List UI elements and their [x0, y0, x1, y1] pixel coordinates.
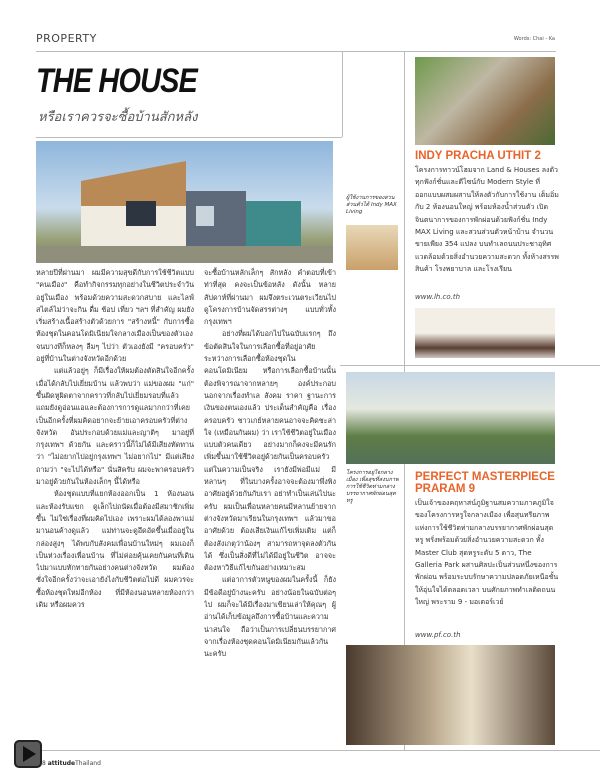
- project-title: PERFECT MASTERPIECE PRARAM 9: [415, 471, 555, 495]
- masterpiece-estate-photo: [346, 372, 555, 464]
- paragraph: แต่อาการตัวหนูของผมในครั้งนี้ ก็ยังมีข้อดีอยู่บ้างนะครับ อย่างน้อยในฉบับต่อๆ ไป ผมก็จะได้มีเรื่องมาเขียนเล่าให้คุณๆ ผู้อ่านได้เก็บข้อมูลถึงการซื้อบ้านและความน่าสนใจ ถือว่าเป็นการเปลี่ยนบรรยากาศจากเรื่องห้องชุดคอนโดมิเนียมกันแล้วกันนะครับ: [204, 575, 336, 659]
- bedroom-photo: [415, 308, 555, 358]
- paragraph: อย่างที่ผมได้บอกไปในฉบับแรกๆ ถึงข้อตัดสินใจในการเลือกซื้อที่อยู่อาศัย ระหว่างการเลือกซื้อห้องชุดในคอนโดมิเนียม หรือการเลือกซื้อบ้านนั้น ต้องพิจารณาจากหลายๆ องค์ประกอบ นอกจากเรื่องทำเล สังคม ราคา ฐานะการเงินของตนเองแล้ว ประเด็นสำคัญคือ เรื่องครอบครัว ชาวเกย์หลายคนอาจจะคิดชะล่าใจ (เหมือนกันผม) ว่า เราใช้ชีวิตอยู่ในเมืองแบบตัวคนเดียว อย่างมากก็คงจะมีคนรักเพิ่มขึ้นมาใช้ชีวิตอยู่ด้วยกันเป็นครอบครัว แต่ในความเป็นจริง เรายังมีพ่อมีแม่ มีหลานๆ ที่ในบางครั้งอาจจะต้องมาพึ่งพิงอาศัยอยู่ด้วยกันกับเรา อย่าทำเป็นเล่นไปนะครับ ผมเป็นเพื่อนหลายคนมีหลานย้ายจากต่างจังหวัดมาเรียนในกรุงเทพฯ แล้วมาขออาศัยด้วย ต้องเสียเงินแก้ไขเพิ่มเติม แต่ก็ต้องสังเกตุว่าน้องๆ สามารถหาจุดลงตัวกันได้ ซึ่งเป็นสิ่งดีที่ไม่ได้มีอยู่ในชีวิต อาจจะต้องหาวิธีแก้ไขกันอย่างเหมาะสม: [204, 329, 336, 573]
- sidebar-caption-1: ผู้ใช้งานการของสวนส่วนตัวได้ Indy MAX Living: [346, 195, 397, 215]
- sidebar-section-divider: [340, 365, 600, 366]
- paragraph: แต่แล้วอยู่ๆ ก็มีเรื่องให้ผมต้องตัดสินใจอีกครั้ง เมื่อได้กลับไปเยี่ยมบ้าน แล้วพบว่า แม่ของผม "แก่" ขึ้นผิดหูผิดตาจากคราวที่กลับไปเยี่ยมรอบที่แล้ว แถมยังดูอ่อนแอและต้องการการดูแลมากกว่าที่เคย เป็นอีกครั้งที่ผมคิดอยากจะย้ายเอาครอบครัวที่ต่างจังหวัด อันประกอบด้วยแม่และญาติๆ มาอยู่ที่กรุงเทพฯ ด้วยกัน และคราวนี้ก็ไม่ได้มีเสียงทัดทานว่า "ไม่อยากไปอยู่กรุงเทพฯ ไม่อยากไป" มีแต่เสียงถามว่า "จะไปได้หรือ" นั่นสิครับ ผมจะพาครอบครัวมาอยู่ด้วยกันในห้องเล็กๆ นี้ได้หรือ: [36, 366, 194, 487]
- sidebar-caption-2: โครงการอยู่ใจกลางเมือง เพื่อสุขที่สงบภาพการใช้ชีวิตท่ามกลางบรรยากาศพักผ่อนสุดหรู: [346, 470, 399, 504]
- footer-divider: [36, 750, 600, 751]
- brand: Thailand: [75, 760, 101, 767]
- paragraph: ห้องชุดแบบที่แยกห้องออกเป็น 1 ห้องนอน และห้องรับแขก ดูเล็กไปถนัดเมื่อต้องมีสมาชิกเพิ่มขึ้น ไม่ใช่เรื่องที่ผมคิดไปเอง เพราะผมได้ลองพาแม่มานอนค้างดูแล้ว แม่ท่านจะดูอึดอัดขึ้นเมื่ออยู่ในกล่องสูงๆ ได้พบกับสังคมเพื่อนบ้านใหม่ๆ ผมเองก็เป็นห่วงเรื่องเพื่อนบ้าน ที่ไม่ค่อยคุ้นเคยกันคนที่เดินไปมาแบบทักทายกันอย่างคนต่างจังหวัด ผมต้องชั่งใจอีกครั้งว่าจะเอายังไงกับชีวิตต่อไปดี ผมควรจะซื้อห้องชุดใหม่อีกห้อง ที่มีห้องนอนหลายห้องกว่าเดิม หรือผมควร: [36, 489, 194, 610]
- section-label: PROPERTY: [36, 32, 97, 45]
- article-title: THE HOUSE: [36, 62, 197, 100]
- page-number: 8: [42, 760, 46, 767]
- project-url[interactable]: www.lh.co.th: [415, 293, 461, 301]
- page-footer: [42, 760, 101, 767]
- brand-bold: attitude: [47, 760, 76, 767]
- column-divider: [342, 51, 343, 137]
- play-icon: [16, 742, 40, 766]
- play-button[interactable]: [14, 740, 42, 768]
- article-column-2: [204, 267, 336, 749]
- title-divider: [36, 137, 342, 138]
- project-description: เป็นเจ้าของคฤหาสน์ภูมิฐานสมความภาคภูมิใจ ของโครงการหรูใจกลางเมือง เพื่อสุนทรียภาพแห่งการใช้ชีวิตท่ามกลางบรรยากาศพักผ่อนสุดหรู พรั่งพร้อมด้วยสิ่งอำนวยความสะดวก ทั้ง Master Club สุดหรูระดับ 5 ดาว, The Galleria Park ผสานศิลปะเป็นส่วนหนึ่งของการพักผ่อน พร้อมระบบรักษาความปลอดภัยเหนือชั้น ให้อุ่นใจได้ตลอดเวลา บนศักยภาพทำเลติดถนนใหญ่ พระราม 9 - มอเตอร์เวย์: [415, 499, 559, 607]
- project-description: โครงการทาวน์โฮมจาก Land & Houses ลงตัวทุกฟังก์ชั่นและดีไซน์กับ Modern Style ที่ออกแบบผสมผสานให้ลงตัวกับการใช้งาน เต็มอิ่มกับ 2 ห้องนอนใหญ่ พร้อมห้องน้ำส่วนตัว เปิดจินตนาการของการพักผ่อนด้วยฟังก์ชั่น Indy MAX Living และสวนส่วนตัวหน้าบ้าน จำนวนขายเพียง 354 แปลง บนทำเลถนนประชาอุทิศ แวดล้อมด้วยสิ่งอำนวยความสะดวก ทั้งห้างสรรพสินค้า โรงพยาบาล และโรงเรียน: [415, 166, 559, 274]
- hero-house-photo: [36, 141, 333, 263]
- project-url[interactable]: www.pf.co.th: [415, 631, 461, 639]
- paragraph: จะซื้อบ้านหลักเล็กๆ สักหลัง คำตอบที่เข้าท่าที่สุด คงจะเป็นข้อหลัง ดังนั้น หลายสัปดาห์ที่ผ่านมา ผมจึงตระเวนตระเวียนไปดูโครงการบ้านจัดสรรต่างๆ แบบทั่วทั้งกรุงเทพฯ: [204, 268, 336, 327]
- project-title: INDY PRACHA UTHIT 2: [415, 150, 541, 162]
- indy-house-photo: [415, 57, 555, 145]
- header-divider: [36, 51, 556, 52]
- paragraph: หลายปีที่ผ่านมา ผมมีความสุขดีกับการใช้ชีวิตแบบ "คนเมือง" คือทำกิจกรรมทุกอย่างในชีวิตประจำวันอยู่ในเมือง พร้อมด้วยความสะดวกสบาย และไลฟ์สไตล์ไม่ว่าจะกิน ดื่ม ช้อป เที่ยว ฯลฯ ที่สำคัญ ผมยังเริ่มสร้างเนื้อสร้างตัวด้วยการ "สร้างหนี้" กับการซื้อห้องชุดในคอนโดมิเนียมใจกลางเมืองเป็นของตัวเอง จนบางทีก็หลงๆ ลืมๆ ไปว่า ตัวเองยังมี "ครอบครัว" อยู่ที่บ้านในต่างจังหวัดอีกด้วย: [36, 268, 194, 364]
- author-credit: Words: Chai - Ka: [513, 36, 555, 42]
- interior-photo: [346, 645, 555, 745]
- article-column-1: [36, 267, 194, 749]
- article-subtitle: หรือเราควรจะซื้อบ้านสักหลัง: [38, 110, 198, 125]
- living-room-thumb: [346, 225, 398, 270]
